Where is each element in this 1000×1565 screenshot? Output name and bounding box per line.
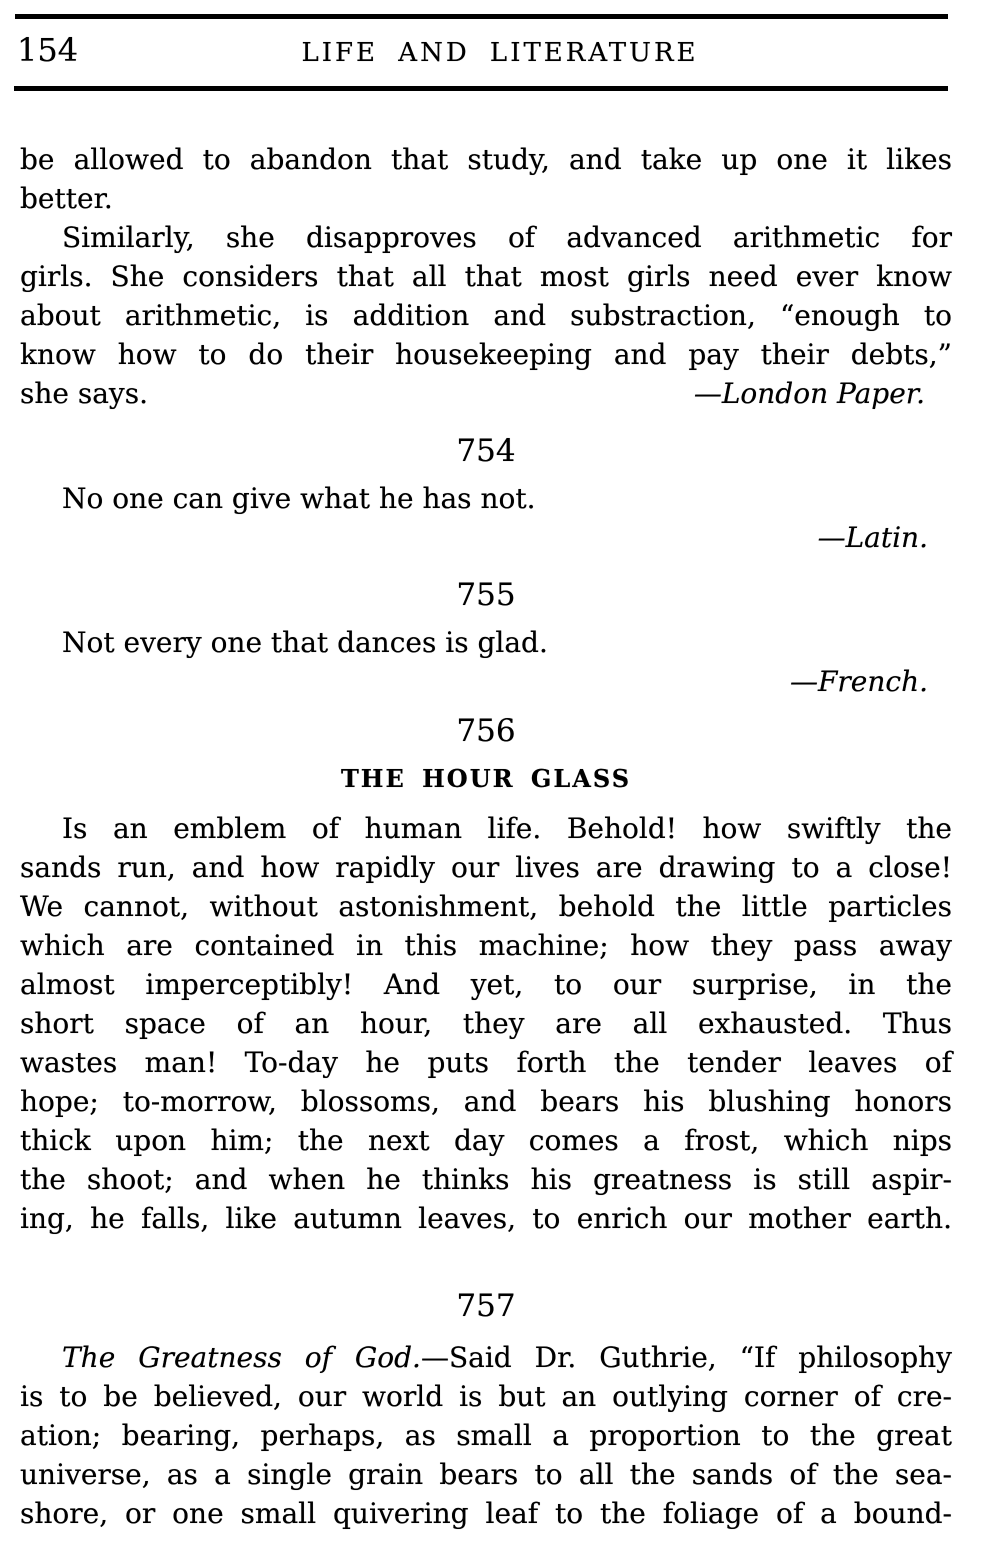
section-number: 757 [456,1288,516,1324]
text-line: which are contained in this machine; how they pass away [20,929,952,962]
text-line [20,374,952,413]
text-line: short space of an hour, they are all exhausted. Thus [20,1007,952,1040]
text-line-left: she says. [20,377,149,410]
text-line: hope; to-morrow, blossoms, and bears his blushing honors [20,1085,952,1118]
text-line: Is an emblem of human life. Behold! how swiftly the [62,812,952,845]
italic-lead: The Greatness of God. [62,1341,421,1374]
paragraph [20,140,952,218]
paragraph [20,809,952,1238]
text-line: No one can give what he has not. [62,482,536,515]
text-line: almost imperceptibly! And yet, to our surprise, in the [20,968,952,1001]
page-body [20,140,952,1533]
section-number: 756 [456,713,516,749]
header-rule-top [15,14,948,19]
text-line: Similarly, she disapproves of advanced arithmetic for [62,221,952,254]
text-line: The Greatness of God.—Said Dr. Guthrie, “If philosophy [62,1341,953,1374]
attribution: —Latin. [817,521,928,554]
text-line: wastes man! To-day he puts forth the tender leaves of [20,1046,952,1079]
section-number: 755 [456,577,516,613]
section-number: 754 [456,433,516,469]
text-line: ing, he falls, like autumn leaves, to enrich our mother earth. [20,1202,952,1235]
paragraph [20,218,952,413]
text-line: sands run, and how rapidly our lives are drawing to a close! [20,851,952,884]
attribution-inline: —London Paper. [693,377,925,410]
text-line: better. [20,182,113,215]
text-line: ation; bearing, perhaps, as small a proportion to the great [20,1419,952,1452]
header-rule-bottom [14,86,948,91]
running-title: LIFE AND LITERATURE [301,38,699,68]
text-line: We cannot, without astonishment, behold the little particles [20,890,952,923]
text-line: know how to do their housekeeping and pay their debts,” [20,338,952,371]
paragraph [20,623,952,662]
text-line: be allowed to abandon that study, and take up one it likes [20,143,952,176]
text-line: Not every one that dances is glad. [62,626,548,659]
text-line: is to be believed, our world is but an outlying corner of cre- [20,1380,952,1413]
text-line: the shoot; and when he thinks his greatness is still aspir- [20,1163,952,1196]
text-line: about arithmetic, is addition and substraction, “enough to [20,299,952,332]
text-line: universe, as a single grain bears to all the sands of the sea- [20,1458,952,1491]
attribution: —French. [789,665,928,698]
text-line: shore, or one small quivering leaf to the foliage of a bound- [20,1497,952,1530]
text-line: thick upon him; the next day comes a frost, which nips [20,1124,952,1157]
heading: THE HOUR GLASS [340,764,632,793]
text-line: girls. She considers that all that most girls need ever know [20,260,952,293]
paragraph [20,1338,952,1533]
page-number: 154 [17,31,79,69]
paragraph [20,479,952,518]
